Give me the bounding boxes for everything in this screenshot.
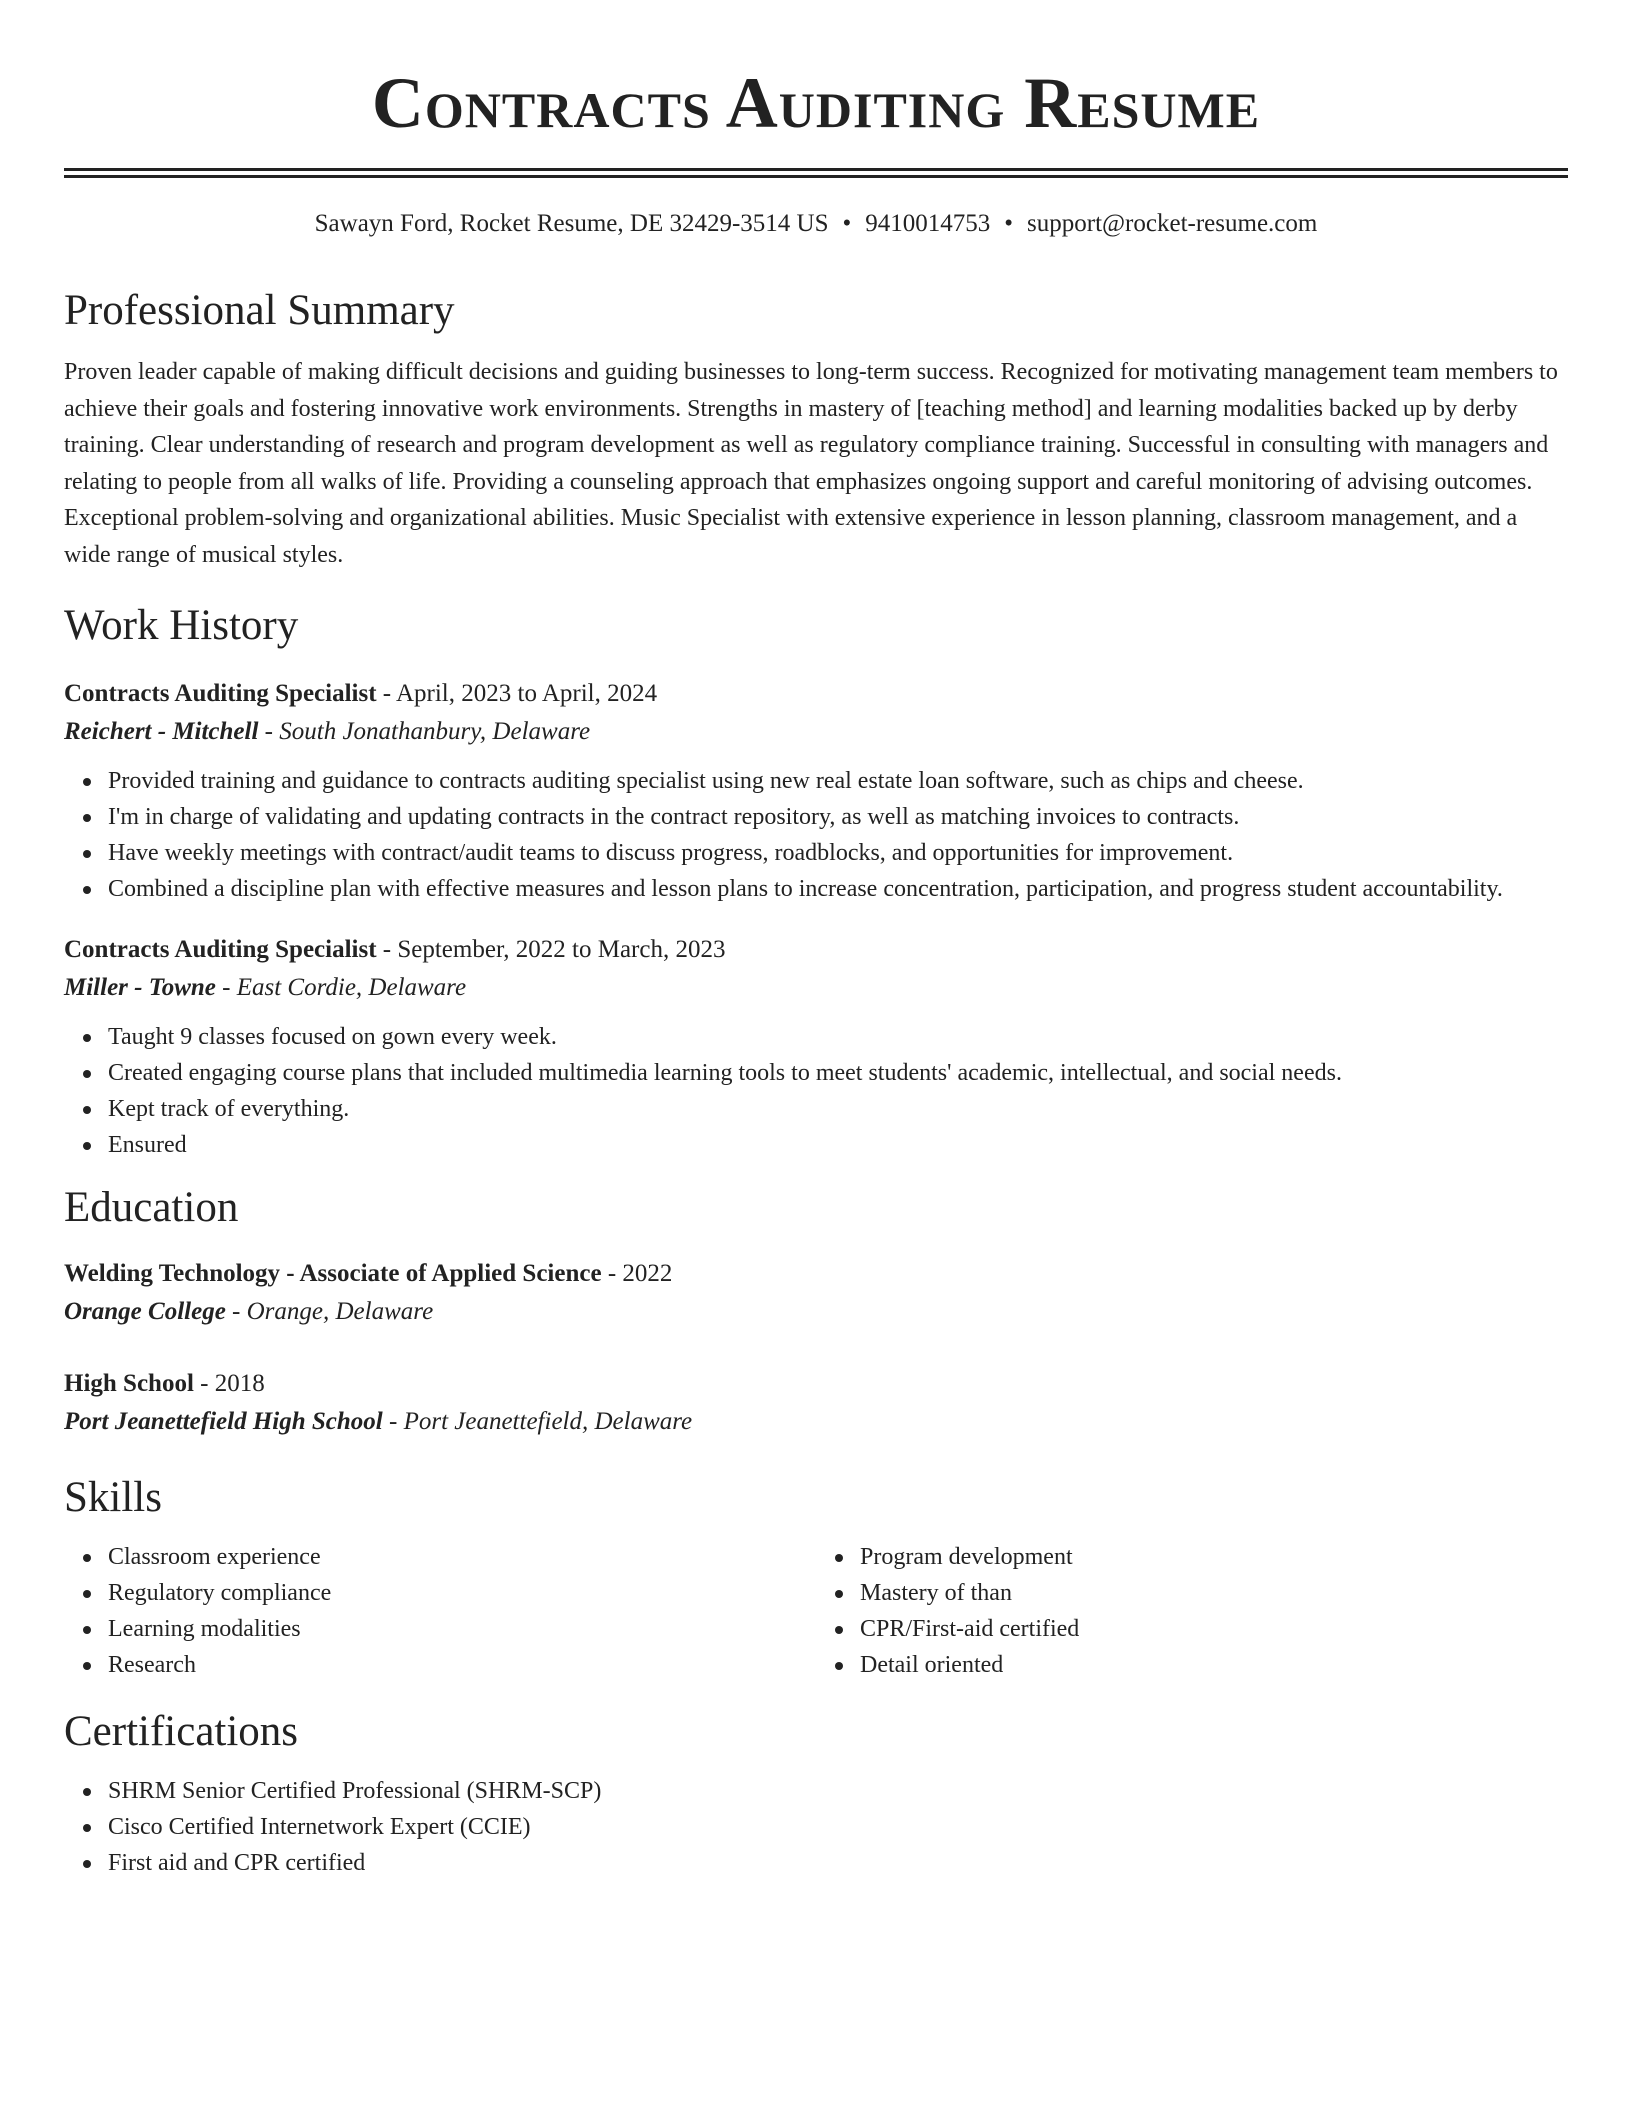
skills-column-right bbox=[816, 1539, 1568, 1683]
education-location: - Port Jeanettefield, Delaware bbox=[382, 1408, 693, 1435]
job-dates: - April, 2023 to April, 2024 bbox=[376, 680, 658, 707]
job-bullets bbox=[64, 1019, 1568, 1163]
job-bullet: Provided training and guidance to contracts auditing specialist using new real estate loan software, such as chips and cheese. bbox=[108, 763, 1568, 799]
education-year: - 2018 bbox=[193, 1370, 265, 1397]
education-school: Orange College bbox=[64, 1298, 226, 1325]
job-bullet: Created engaging course plans that included multimedia learning tools to meet students' academic, intellectual, and social needs. bbox=[108, 1055, 1568, 1091]
skill-item: Classroom experience bbox=[108, 1539, 816, 1575]
education-heading: Education bbox=[64, 1184, 239, 1231]
title-double-rule bbox=[64, 168, 1568, 178]
certification-item: First aid and CPR certified bbox=[108, 1845, 1568, 1881]
skill-item: Mastery of than bbox=[860, 1575, 1568, 1611]
summary-text: Proven leader capable of making difficult decisions and guiding businesses to long-term success. Recognized for motivating management team members to achieve their goals and fostering innovative work environments. Strengths in mastery of [teaching method] and learning modalities backed up by derby training. Clear understanding of research and program development as well as regulatory compliance training. Successful in consulting with managers and relating to people from all walks of life. Providing a counseling approach that emphasizes ongoing support and careful monitoring of advising outcomes. Exceptional problem-solving and organizational abilities. Music Specialist with extensive experience in lesson planning, classroom management, and a wide range of musical styles. bbox=[64, 359, 1558, 568]
job-entry bbox=[64, 675, 1568, 907]
skills-column-left bbox=[64, 1539, 816, 1683]
job-entry bbox=[64, 931, 1568, 1163]
job-dates: - September, 2022 to March, 2023 bbox=[376, 936, 726, 963]
job-location: - East Cordie, Delaware bbox=[215, 974, 467, 1001]
education-header bbox=[64, 1365, 1568, 1403]
job-bullets bbox=[64, 763, 1568, 907]
education-degree: High School bbox=[64, 1370, 194, 1397]
skill-item: Learning modalities bbox=[108, 1611, 816, 1647]
job-bullet: Kept track of everything. bbox=[108, 1091, 1568, 1127]
job-bullet: Combined a discipline plan with effective measures and lesson plans to increase concentration, participation, and progress student accountability. bbox=[108, 871, 1568, 907]
contact-separator: • bbox=[1004, 210, 1014, 237]
contact-email: support@rocket-resume.com bbox=[1027, 210, 1318, 237]
work-history-heading: Work History bbox=[64, 602, 299, 649]
skill-item: Regulatory compliance bbox=[108, 1575, 816, 1611]
certifications-heading: Certifications bbox=[64, 1708, 299, 1755]
education-header bbox=[64, 1255, 1568, 1293]
contact-separator: • bbox=[842, 210, 852, 237]
job-employer bbox=[64, 969, 1568, 1007]
education-year: - 2022 bbox=[601, 1260, 673, 1287]
summary-heading: Professional Summary bbox=[64, 287, 455, 334]
job-bullet: Ensured bbox=[108, 1127, 1568, 1163]
resume-title: Contracts Auditing Resume bbox=[371, 63, 1261, 143]
job-location: - South Jonathanbury, Delaware bbox=[258, 718, 591, 745]
education-entry bbox=[64, 1365, 1568, 1441]
education-degree: Welding Technology - Associate of Applied Science bbox=[64, 1260, 602, 1287]
skill-item: Program development bbox=[860, 1539, 1568, 1575]
job-header bbox=[64, 675, 1568, 713]
job-company: Miller - Towne bbox=[64, 974, 216, 1001]
job-bullet: Have weekly meetings with contract/audit teams to discuss progress, roadblocks, and opportunities for improvement. bbox=[108, 835, 1568, 871]
certification-item: Cisco Certified Internetwork Expert (CCIE) bbox=[108, 1809, 1568, 1845]
job-company: Reichert - Mitchell bbox=[64, 718, 259, 745]
skill-item: Detail oriented bbox=[860, 1647, 1568, 1683]
contact-line bbox=[64, 208, 1568, 240]
skills-list bbox=[64, 1539, 1568, 1683]
job-title: Contracts Auditing Specialist bbox=[64, 936, 377, 963]
certification-item: SHRM Senior Certified Professional (SHRM-SCP) bbox=[108, 1773, 1568, 1809]
skill-item: Research bbox=[108, 1647, 816, 1683]
certifications-list bbox=[64, 1773, 1568, 1881]
education-school-line bbox=[64, 1293, 1568, 1331]
education-school-line bbox=[64, 1403, 1568, 1441]
job-bullet: Taught 9 classes focused on gown every week. bbox=[108, 1019, 1568, 1055]
education-location: - Orange, Delaware bbox=[225, 1298, 434, 1325]
contact-address: Sawayn Ford, Rocket Resume, DE 32429-3514 US bbox=[314, 210, 829, 237]
job-employer bbox=[64, 713, 1568, 751]
job-title: Contracts Auditing Specialist bbox=[64, 680, 377, 707]
skills-heading: Skills bbox=[64, 1474, 162, 1521]
education-school: Port Jeanettefield High School bbox=[64, 1408, 383, 1435]
skill-item: CPR/First-aid certified bbox=[860, 1611, 1568, 1647]
education-entry bbox=[64, 1255, 1568, 1331]
job-bullet: I'm in charge of validating and updating contracts in the contract repository, as well as matching invoices to contracts. bbox=[108, 799, 1568, 835]
job-header bbox=[64, 931, 1568, 969]
contact-phone: 9410014753 bbox=[865, 210, 991, 237]
certifications-section bbox=[64, 1773, 1568, 1881]
